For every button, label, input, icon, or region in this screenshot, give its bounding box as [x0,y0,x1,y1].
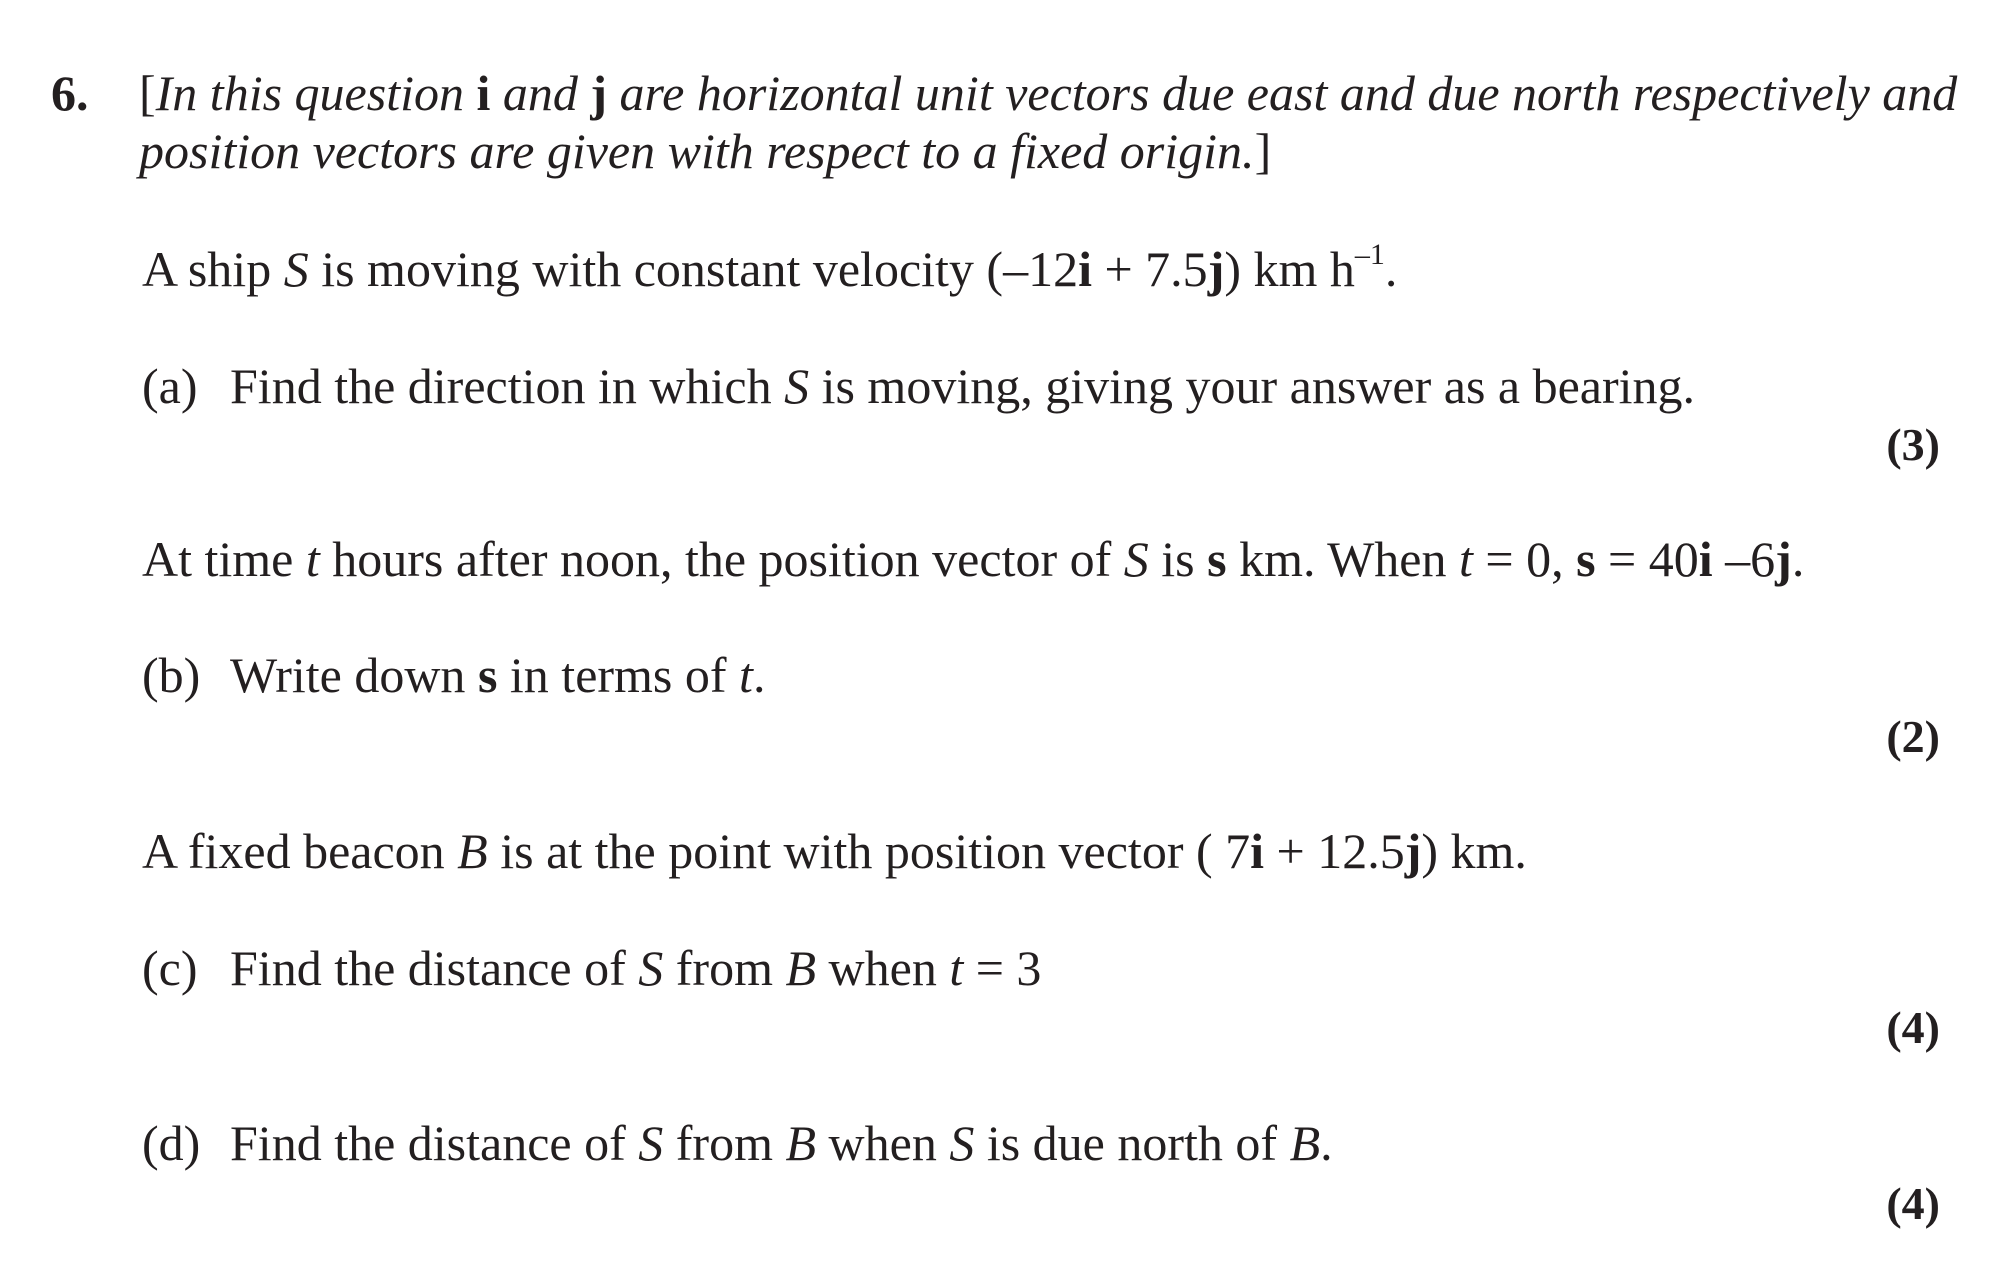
part-c-label: (c) [142,940,198,996]
part-b-text: Write down s in terms of t. [230,647,766,703]
part-d-marks: (4) [1886,1178,1940,1229]
intro-line-2: position vectors are given with respect to a fixed origin.] [139,123,1272,179]
part-d-label: (d) [142,1115,201,1171]
part-b-label: (b) [142,647,201,703]
part-a-marks: (3) [1886,419,1940,470]
part-d-text: Find the distance of S from B when S is due north of B. [230,1115,1333,1171]
statement-velocity: A ship S is moving with constant velocity (–12i + 7.5j) km $h^{-1}$. [142,238,1398,297]
question-number: 6. [51,65,89,121]
intro-line-1: [In this question i and j are horizontal unit vectors due east and due north respectively and [139,65,1958,121]
part-a-text: Find the direction in which S is moving, giving your answer as a bearing. [230,358,1696,414]
part-c-text: Find the distance of S from B when t = 3 [230,940,1042,996]
statement-beacon: A fixed beacon B is at the point with position vector ( 7i + 12.5j) km. [142,823,1527,879]
part-c-marks: (4) [1886,1002,1940,1053]
part-b-marks: (2) [1886,711,1940,762]
part-a-label: (a) [142,358,198,414]
statement-position: At time t hours after noon, the position vector of S is s km. When t = 0, s = 40i –6j. [142,531,1805,587]
